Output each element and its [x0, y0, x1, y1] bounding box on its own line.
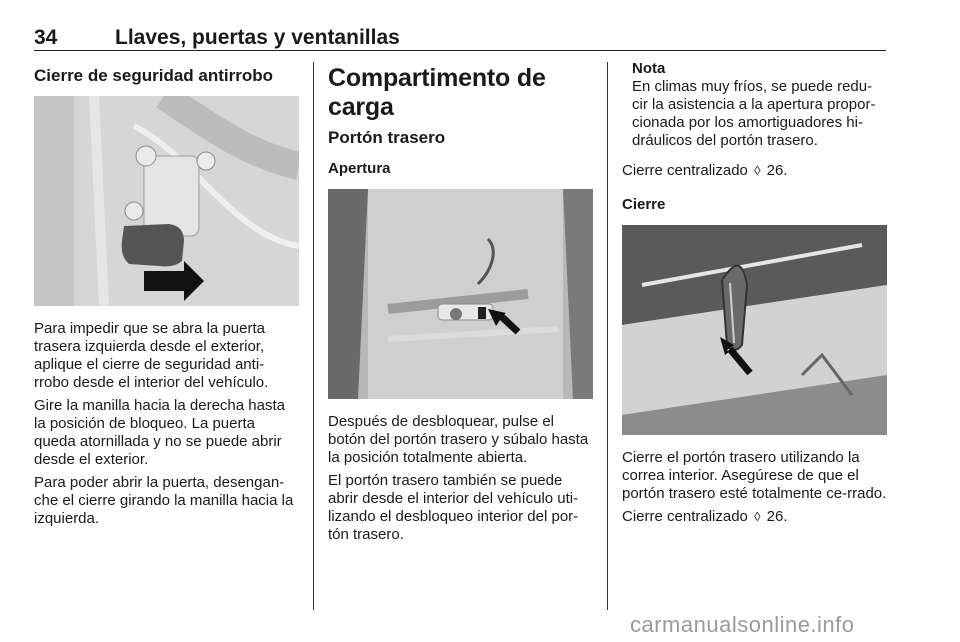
cross-reference-text: Cierre centralizado: [622, 508, 748, 525]
note-box: [622, 60, 887, 150]
subheading-closing: Cierre: [622, 196, 666, 213]
page-number: 34: [34, 26, 58, 49]
figure-tailgate-strap: [622, 225, 887, 435]
page-header-title: Llaves, puertas y ventanillas: [115, 26, 400, 49]
cross-reference-2: [622, 508, 887, 526]
paragraph: Para impedir que se abra la puerta trasera izquierda desde el exterior, aplique el cierre de seguridad anti-rrobo desde el interior del vehículo.: [34, 320, 269, 391]
watermark: carmanualsonline.info: [630, 612, 855, 637]
page-reference-icon: ◊: [754, 509, 761, 524]
column-2: [328, 60, 593, 549]
paragraph: Gire la manilla hacia la derecha hasta la posición de bloqueo. La puerta queda atornillada y no se puede abrir desde el exterior.: [34, 397, 285, 468]
note-title: Nota: [632, 60, 666, 77]
figure-tailgate-button: [328, 189, 593, 399]
section-heading-antitheft: Cierre de seguridad antirrobo: [34, 66, 273, 85]
subheading-tailgate: Portón trasero: [328, 128, 446, 147]
paragraph: Para poder abrir la puerta, desengan-che el cierre girando la manilla hacia la izquierda.: [34, 474, 294, 527]
figure-antitheft-lock: [34, 96, 299, 306]
cross-reference-text: Cierre centralizado: [622, 162, 748, 179]
note-text: En climas muy fríos, se puede redu-cir la asistencia a la apertura propor-cionada por los amortiguadores hi-dráulicos del portón trasero.: [632, 78, 876, 149]
page-reference-icon: ◊: [754, 163, 761, 178]
cross-reference-page: 26.: [766, 508, 788, 525]
paragraph: Cierre el portón trasero utilizando la correa interior. Asegúrese de que el portón trasero esté totalmente ce-rrado.: [622, 449, 887, 502]
column-divider-1: [313, 62, 314, 610]
section-heading-cargo: Compartimento de carga: [328, 64, 546, 121]
subheading-opening: Apertura: [328, 160, 391, 177]
header-divider: [34, 50, 886, 51]
column-1: [34, 60, 299, 533]
paragraph: El portón trasero también se puede abrir desde el interior del vehículo uti-lizando el desbloqueo interior del por-tón trasero.: [328, 472, 579, 543]
column-3: [622, 60, 887, 531]
paragraph: Después de desbloquear, pulse el botón del portón trasero y súbalo hasta la posición totalmente abierta.: [328, 413, 589, 466]
cross-reference-1: [622, 162, 887, 180]
cross-reference-page: 26.: [766, 162, 788, 179]
column-divider-2: [607, 62, 608, 610]
